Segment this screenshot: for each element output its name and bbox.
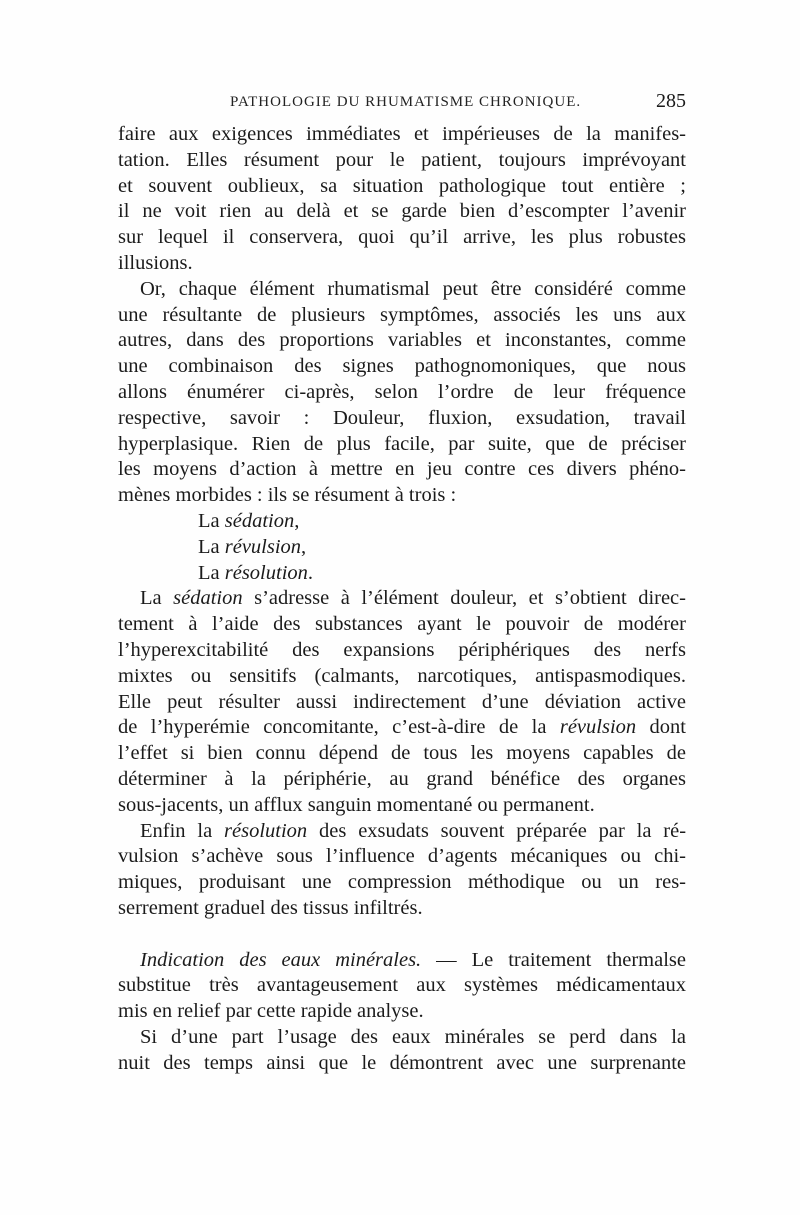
text-line: respective, savoir : Douleur, fluxion, exsudation, travail <box>118 406 686 429</box>
text-line: nuit des temps ainsi que le démontrent avec une surprenante <box>118 1051 686 1074</box>
text-line: vulsion s’achève sous l’influence d’agents mécaniques ou chi- <box>118 845 686 868</box>
text-line: les moyens d’action à mettre en jeu contre ces divers phéno- <box>118 458 686 481</box>
text-line: Or, chaque élément rhumatismal peut être considéré comme <box>140 277 686 300</box>
text-line: serrement graduel des tissus infiltrés. <box>118 896 423 919</box>
list-item-revulsion: La révulsion, <box>198 535 307 558</box>
text-line: Elle peut résulter aussi indirectement d’une déviation active <box>118 690 686 713</box>
text-line: Enfin la résolution des exsudats souvent préparée par la ré- <box>140 819 687 842</box>
text-line: tation. Elles résument pour le patient, toujours imprévoyant <box>118 148 686 171</box>
text-line: sous-jacents, un afflux sanguin momentané ou permanent. <box>118 793 595 816</box>
text-line: autres, dans des proportions variables et inconstantes, comme <box>118 329 686 352</box>
body-text <box>118 122 686 1076</box>
text-line: l’hyperexcitabilité des expansions périphériques des nerfs <box>118 638 686 661</box>
page-number: 285 <box>656 90 686 112</box>
text-line: substitue très avantageusement aux systèmes médicamentaux <box>118 974 686 997</box>
text-line: miques, produisant une compression méthodique ou un res- <box>118 871 686 894</box>
text-line: une résultante de plusieurs symptômes, associés les uns aux <box>118 303 686 326</box>
text-line: illusions. <box>118 251 193 274</box>
text-line: hyperplasique. Rien de plus facile, par suite, que de préciser <box>118 432 686 455</box>
text-line: faire aux exigences immédiates et impérieuses de la manifes- <box>118 123 686 145</box>
text-line: Si d’une part l’usage des eaux minérales se perd dans la <box>140 1025 686 1048</box>
list-item-resolution: La résolution. <box>198 561 314 584</box>
text-line: allons énumérer ci-après, selon l’ordre de leur fréquence <box>118 380 686 403</box>
text-line: il ne voit rien au delà et se garde bien d’escompter l’avenir <box>118 200 686 223</box>
paragraph-gap <box>118 922 686 948</box>
text-line: mixtes ou sensitifs (calmants, narcotiques, antispasmodiques. <box>118 664 686 687</box>
text-line: La sédation s’adresse à l’élément douleur, et s’obtient direc- <box>140 587 686 610</box>
section-heading-line: Indication des eaux minérales. — Le traitement thermalse <box>140 948 687 971</box>
text-line: de l’hyperémie concomitante, c’est-à-dire de la révulsion dont <box>118 716 686 739</box>
text-line: tement à l’aide des substances ayant le pouvoir de modérer <box>118 613 686 636</box>
text-line: sur lequel il conservera, quoi qu’il arrive, les plus robustes <box>118 226 686 249</box>
running-header <box>118 90 686 120</box>
list-item-sedation: La sédation, <box>198 509 300 532</box>
text-line: mènes morbides : ils se résument à trois : <box>118 484 457 507</box>
text-line: mis en relief par cette rapide analyse. <box>118 1000 424 1023</box>
text-line: et souvent oublieux, sa situation pathologique tout entière ; <box>118 174 686 197</box>
text-line: une combinaison des signes pathognomoniques, que nous <box>118 355 686 378</box>
text-line: déterminer à la périphérie, au grand bénéfice des organes <box>118 767 686 790</box>
text-line: l’effet si bien connu dépend de tous les moyens capables de <box>118 742 686 765</box>
running-title: PATHOLOGIE DU RHUMATISME CHRONIQUE. <box>230 94 582 110</box>
section-heading: Indication des eaux minérales. <box>140 948 422 971</box>
